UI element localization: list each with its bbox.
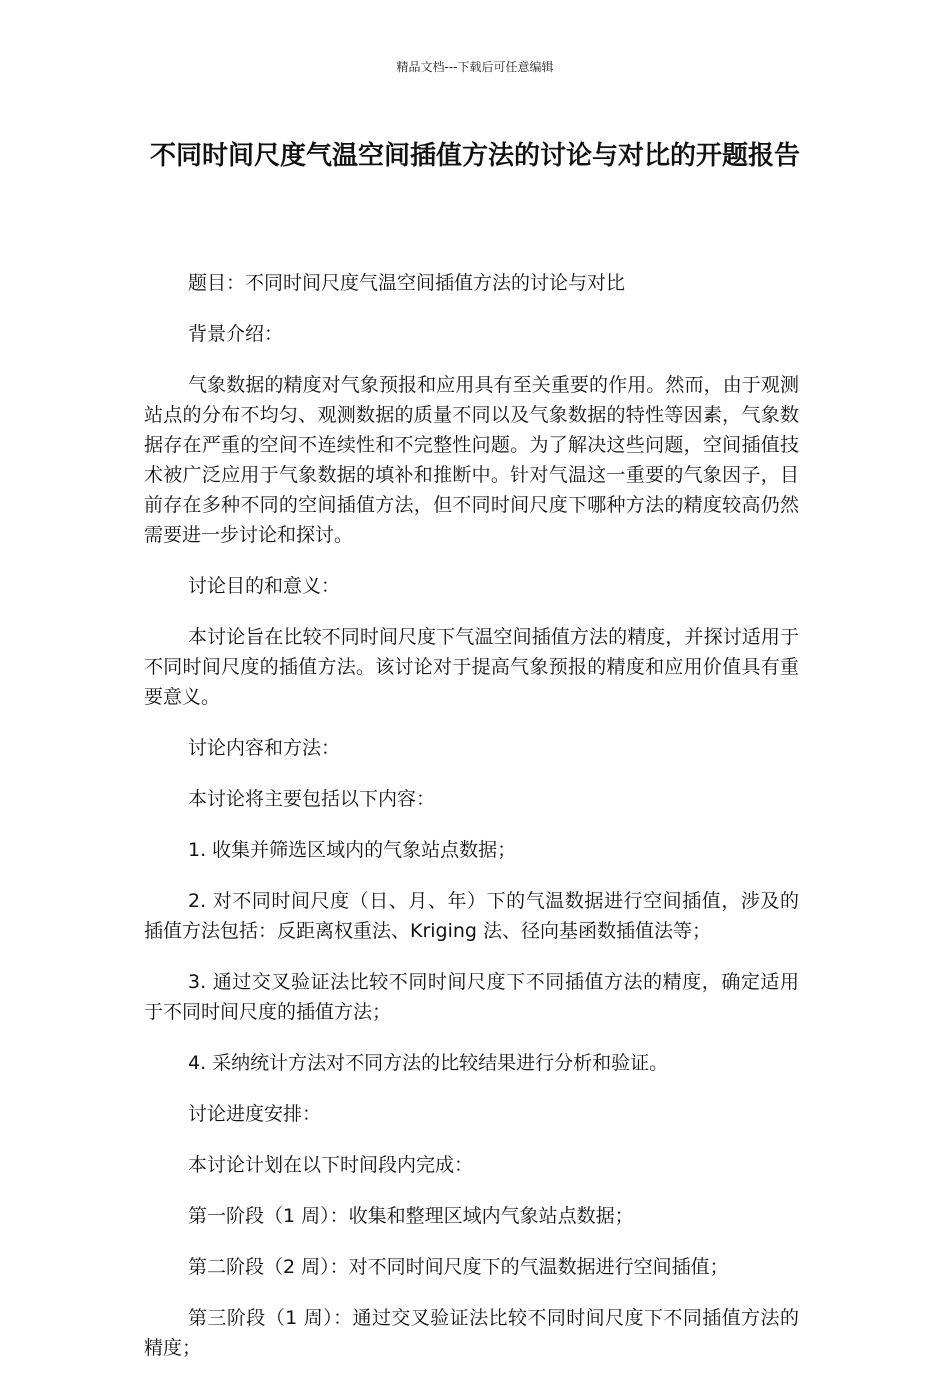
- section-heading-background: 背景介绍：: [188, 323, 284, 345]
- schedule-item: 第三阶段（1 周）：通过交叉验证法比较不同时间尺度下不同插值方法的精度；: [144, 1307, 799, 1359]
- content-intro: 本讨论将主要包括以下内容：: [188, 788, 436, 810]
- topic-line: 题目：不同时间尺度气温空间插值方法的讨论与对比: [188, 272, 626, 294]
- section-heading-content: 讨论内容和方法：: [188, 737, 341, 759]
- section-heading-schedule: 讨论进度安排：: [188, 1103, 322, 1125]
- list-item: 4. 采纳统计方法对不同方法的比较结果进行分析和验证。: [188, 1052, 669, 1074]
- purpose-paragraph: 本讨论旨在比较不同时间尺度下气温空间插值方法的精度，并探讨适用于不同时间尺度的插值方法。该讨论对于提高气象预报的精度和应用价值具有重要意义。: [144, 626, 799, 708]
- background-paragraph: 气象数据的精度对气象预报和应用具有至关重要的作用。然而，由于观测站点的分布不均匀、观测数据的质量不同以及气象数据的特性等因素，气象数据存在严重的空间不连续性和不完整性问题。为了解决这些问题，空间插值技术被广泛应用于气象数据的填补和推断中。针对气温这一重要的气象因子，目前存在多种不同的空间插值方法，但不同时间尺度下哪种方法的精度较高仍然需要进一步讨论和探讨。: [144, 374, 799, 546]
- schedule-intro: 本讨论计划在以下时间段内完成：: [188, 1154, 474, 1176]
- list-item: 3. 通过交叉验证法比较不同时间尺度下不同插值方法的精度，确定适用于不同时间尺度的插值方法；: [144, 971, 799, 1023]
- schedule-item: 第二阶段（2 周）：对不同时间尺度下的气温数据进行空间插值；: [188, 1256, 729, 1278]
- list-item: 1. 收集并筛选区域内的气象站点数据；: [188, 839, 517, 861]
- schedule-item: 第一阶段（1 周）：收集和整理区域内气象站点数据；: [188, 1205, 634, 1227]
- list-item: 2. 对不同时间尺度（日、月、年）下的气温数据进行空间插值，涉及的插值方法包括：反距离权重法、Kriging 法、径向基函数插值法等；: [144, 890, 799, 942]
- document-body: [144, 268, 799, 1384]
- section-heading-purpose: 讨论目的和意义：: [188, 575, 341, 597]
- document-title: 不同时间尺度气温空间插值方法的讨论与对比的开题报告: [149, 141, 800, 171]
- header-note: 精品文档---下载后可任意编辑: [396, 60, 554, 74]
